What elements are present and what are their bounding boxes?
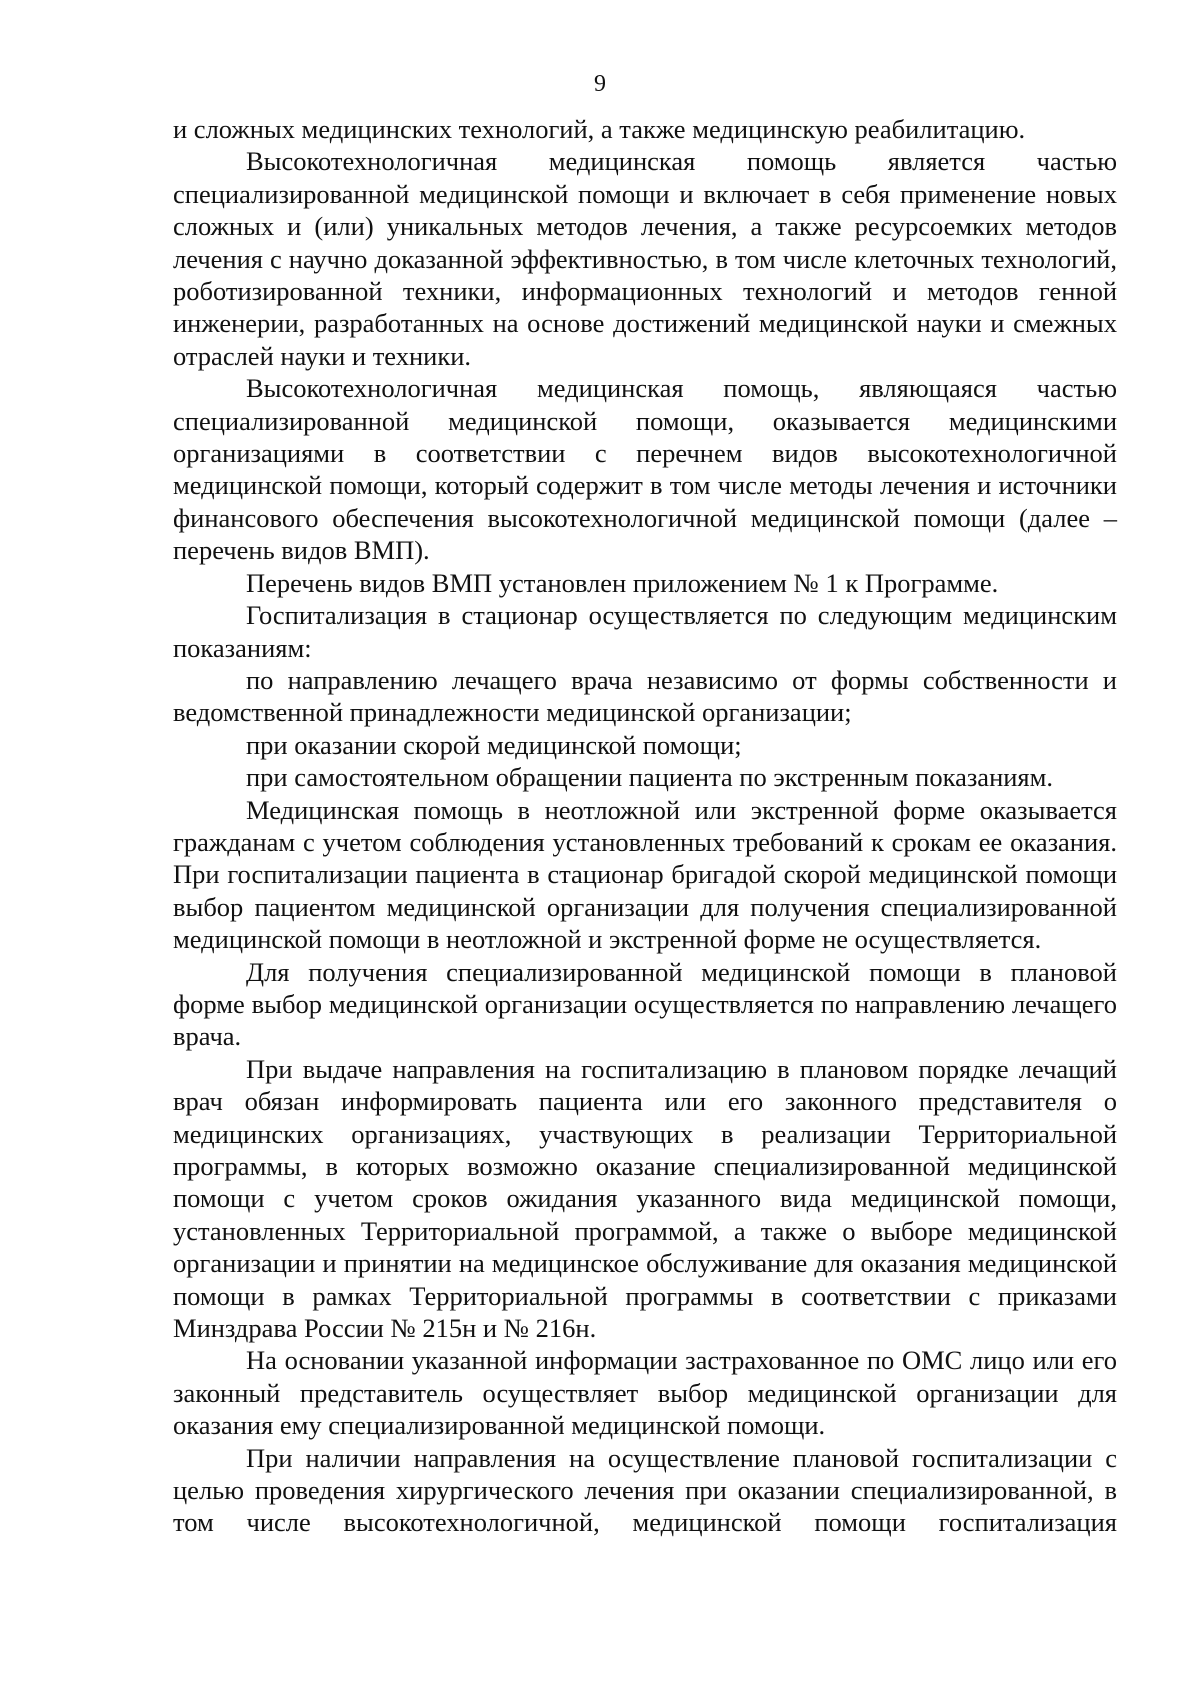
paragraph-high-tech-care-provision: Высокотехнологичная медицинская помощь, являющаяся частью специализированной медицинской помощи, оказывается медицинскими организациями в соответствии с перечнем видов высокотехнологичной медицинской помощи, который содержит в том числе методы лечения и источники финансового обеспечения высокотехнологичной медицинской помощи (далее – перечень видов ВМП).: [173, 373, 1117, 566]
page-number: 9: [594, 71, 606, 97]
paragraph-hospitalization-indications: Госпитализация в стационар осуществляется по следующим медицинским показаниям:: [173, 600, 1117, 663]
paragraph-planned-hospitalization: При наличии направления на осуществление плановой госпитализации с целью проведения хирургического лечения при оказании специализированной, в том числе высокотехнологичной, медицинской помощи госпитализация: [173, 1442, 1117, 1538]
paragraph-planned-care-choice: Для получения специализированной медицинской помощи в плановой форме выбор медицинской организации осуществляется по направлению лечащего врача.: [173, 956, 1117, 1052]
list-item-referral: по направлению лечащего врача независимо от формы собственности и ведомственной принадлежности медицинской организации;: [173, 664, 1117, 728]
paragraph-urgent-care: Медицинская помощь в неотложной или экстренной форме оказывается гражданам с учетом соблюдения установленных требований к срокам ее оказания. При госпитализации пациента в стационар бригадой скорой медицинской помощи выбор пациентом медицинской организации для получения специализированной медицинской помощи в неотложной и экстренной форме не осуществляется.: [173, 794, 1117, 955]
document-body: [173, 113, 1117, 1539]
paragraph-high-tech-care-definition: Высокотехнологичная медицинская помощь является частью специализированной медицинской помощи и включает в себя применение новых сложных и (или) уникальных методов лечения, а также ресурсоемких методов лечения с научно доказанной эффективностью, в том числе клеточных технологий, роботизированной техники, информационных технологий и методов генной инженерии, разработанных на основе достижений медицинской науки и смежных отраслей науки и техники.: [173, 146, 1117, 371]
list-item-self-referral: при самостоятельном обращении пациента по экстренным показаниям.: [246, 762, 1054, 793]
paragraph-organization-choice: На основании указанной информации застрахованное по ОМС лицо или его законный представитель осуществляет выбор медицинской организации для оказания ему специализированной медицинской помощи.: [173, 1345, 1117, 1441]
paragraph-referral-information: При выдаче направления на госпитализацию в плановом порядке лечащий врач обязан информировать пациента или его законного представителя о медицинских организациях, участвующих в реализации Территориальной программы, в которых возможно оказание специализированной медицинской помощи с учетом сроков ожидания указанного вида медицинской помощи, установленных Территориальной программой, а также о выборе медицинской организации и принятии на медицинское обслуживание для оказания медицинской помощи в рамках Территориальной программы в соответствии с приказами Минздрава России № 215н и № 216н.: [173, 1053, 1117, 1344]
paragraph-continuation: и сложных медицинских технологий, а также медицинскую реабилитацию.: [173, 114, 1026, 144]
list-item-emergency-care: при оказании скорой медицинской помощи;: [246, 729, 742, 760]
paragraph-vmp-list: Перечень видов ВМП установлен приложением № 1 к Программе.: [246, 567, 999, 598]
